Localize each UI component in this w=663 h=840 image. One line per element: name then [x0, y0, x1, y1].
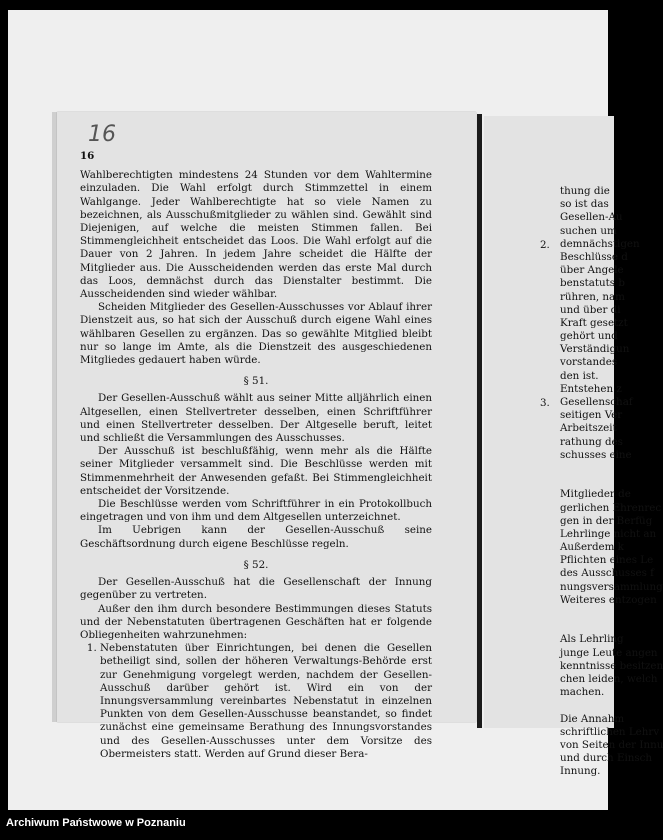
right-page-line: kenntnisse besitzen: [560, 659, 663, 672]
archive-footer: [0, 812, 615, 840]
right-page-line: chen leiden, welch: [560, 672, 658, 685]
right-page-line: Die Annahm: [560, 712, 625, 725]
right-page-line: Beschlüsse d: [560, 250, 628, 263]
right-page-line: Als Lehrling: [560, 633, 624, 646]
right-page-line: suchen um: [560, 224, 617, 237]
right-page-line: Entstehen z: [560, 382, 622, 395]
handwritten-page-number: 16: [88, 122, 116, 147]
paragraph: Im Uebrigen kann der Gesellen-Ausschuß seine Geschäftsordnung durch eigene Beschlüsse regeln.: [80, 524, 432, 550]
page-number: 16: [80, 150, 95, 162]
right-page-line: [560, 699, 620, 712]
right-page-line: [560, 462, 620, 475]
list-number: 2.: [540, 239, 550, 251]
right-page-line: gehört und: [560, 330, 618, 343]
right-page-line: demnächstigen: [560, 237, 640, 250]
right-page-line: und durch Einsch: [560, 752, 653, 765]
right-page-line: benstatuts b: [560, 277, 625, 290]
section-heading-52: § 52.: [243, 558, 269, 571]
list-item: 1. Nebenstatuten über Einrichtungen, bei denen die Gesellen betheiligt sind, sollen der höheren Verwaltungs-Behörde erst zur Genehmigung vorgelegt werden, nachdem der Gesellen-Ausschuß darüber gehört ist. Wird ein von der Innungsversammlung vereinbartes Nebenstatut in einzelnen Punkten von dem Gesellen-Ausschusse beanstandet, so findet zunächst eine gemeinsame Berathung des Innungsvorstandes und des Gesellen-Ausschusses unter dem Vorsitze des Obermeisters statt. Werden auf Grund dieser Bera-: [100, 642, 432, 761]
paragraph: Der Gesellen-Ausschuß hat die Gesellenschaft der Innung gegenüber zu vertreten.: [80, 576, 432, 602]
right-page-line: gen in der Berfüg: [560, 514, 653, 527]
right-page-line: [560, 620, 620, 633]
paragraph: Wahlberechtigten mindestens 24 Stunden vor dem Wahltermine einzuladen. Die Wahl erfolgt durch Stimmzettel in einem Wahlgange. Jeder Wahlberechtigte hat so viele Namen zu bezeichnen, als Ausschußmitglieder zu wählen sind. Gewählt sind Diejenigen, auf welche die meisten Stimmen fallen. Bei Stimmengleichheit entscheidet das Loos. Die Wahl erfolgt auf die Dauer von 2 Jahren. In jedem Jahre scheidet die Hälfte der Mitglieder aus. Die Ausscheidenden werden das erste Mal durch das Loos, demnächst durch das Dienstalter bestimmt. Die Ausscheidenden sind wieder wählbar.: [80, 169, 432, 301]
right-page-line: Kraft gesetzt: [560, 316, 628, 329]
archive-name: Archiwum Państwowe w Poznaniu: [6, 817, 186, 829]
right-page-line: Außerdem k: [560, 541, 624, 554]
right-page-line: rühren, nam: [560, 290, 625, 303]
right-page-line: und über di: [560, 303, 621, 316]
right-page-line: den ist.: [560, 369, 599, 382]
paragraph: Scheiden Mitglieder des Gesellen-Ausschusses vor Ablauf ihrer Dienstzeit aus, so hat sich der Ausschuß durch eigene Wahl eines wählbaren Gesellen zu ergänzen. Das so gewählte Mitglied bleibt nur so lange im Amte, als die Dienstzeit des ausgeschiedenen Mitgliedes gedauert haben würde.: [80, 301, 432, 367]
right-page-line: Lehrlinge nicht an: [560, 527, 657, 540]
right-page-line: Pflichten eines Le: [560, 554, 654, 567]
paragraph: Außer den ihm durch besondere Bestimmungen dieses Statuts und der Nebenstatuten übertragenen Geschäften hat er folgende Obliegenheiten wahrzunehmen:: [80, 602, 432, 641]
right-page-line: des Ausschusses f: [560, 567, 654, 580]
page-divider: [477, 114, 482, 728]
right-page-line: Gesellenschaf: [560, 396, 633, 408]
left-page-text: [80, 150, 432, 761]
paragraph: Der Ausschuß ist beschlußfähig, wenn mehr als die Hälfte seiner Mitglieder versammelt sind. Die Beschlüsse werden mit Stimmenmehrheit der Anwesenden gefaßt. Bei Stimmengleichheit entscheidet der Vorsitzende.: [80, 445, 432, 497]
right-page-line: über Angele: [560, 264, 624, 277]
right-page-text: [560, 185, 663, 778]
right-page-line: rathung des: [560, 435, 623, 448]
right-page-line: so ist das: [560, 198, 609, 211]
right-page-line: Innung.: [560, 765, 601, 778]
right-page-line: nungsversammlung: [560, 580, 663, 593]
right-page-line: [560, 475, 620, 488]
list-number: 3.: [540, 397, 550, 409]
right-page-line: vorstandes: [560, 356, 618, 369]
right-page-line: Gesellen-Au: [560, 211, 623, 224]
right-page-line: schriftlichen Lehrv: [560, 725, 660, 738]
right-page-line: thung die: [560, 185, 610, 197]
right-page-line: Mitglieder de: [560, 488, 631, 501]
right-page-line: gerlichen Ehrenrec: [560, 501, 662, 514]
right-page-line: Arbeitszeit: [560, 422, 617, 435]
section-heading-51: § 51.: [243, 375, 269, 388]
right-page-line: [560, 607, 620, 620]
right-page-line: seitigen Ver: [560, 409, 623, 422]
right-page-line: machen.: [560, 686, 605, 699]
right-page-line: Verständigun: [560, 343, 630, 356]
right-page-line: Weiteres entzogen: [560, 593, 657, 606]
right-page-line: von Seiten der Innu: [560, 738, 663, 751]
paragraph: Der Gesellen-Ausschuß wählt aus seiner Mitte alljährlich einen Altgesellen, einen Stellvertreter desselben, einen Schriftführer und einen Stellvertreter desselben. Der Altgeselle beruft, leitet und schließt die Versammlungen des Ausschusses.: [80, 392, 432, 445]
paragraph: Die Beschlüsse werden vom Schriftführer in ein Protokollbuch eingetragen und von ihm und dem Altgesellen unterzeichnet.: [80, 498, 432, 524]
right-page-line: schusses eine: [560, 448, 632, 461]
right-page-line: junge Leute angen: [560, 646, 658, 659]
